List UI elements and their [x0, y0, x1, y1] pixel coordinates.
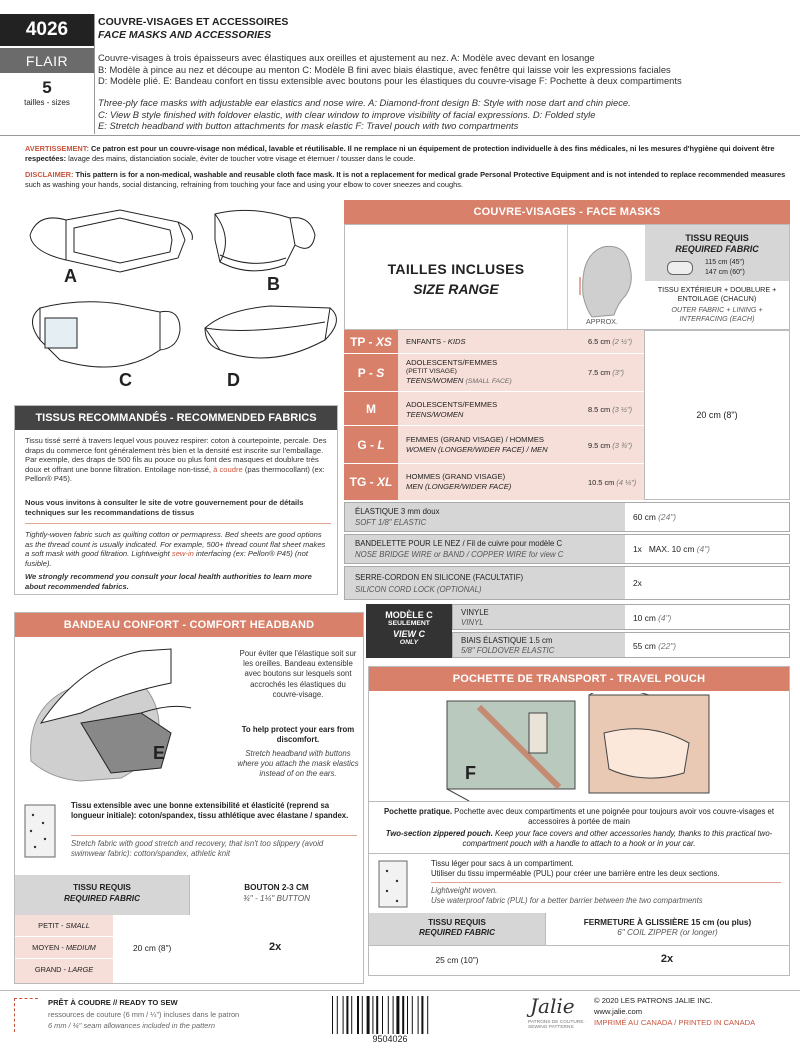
mask-illustrations: [20, 200, 350, 400]
pouch-fabric-en-2: Use waterproof fabric (PUL) for a better barrier between the two compartments: [431, 896, 703, 905]
pattern-number: 4026: [25, 19, 69, 40]
header-bottom-line: [0, 135, 800, 136]
title-fr: COUVRE-VISAGES ET ACCESSOIRES: [98, 16, 289, 28]
description-fr: [98, 52, 798, 87]
cut-info-en: OUTER FABRIC + LINING + INTERFACING (EACH): [671, 305, 763, 323]
notion-qty-cm: 60 cm: [633, 512, 656, 522]
fabrics-text-en: [25, 530, 331, 568]
size-desc-fr: ADOLESCENTS/FEMMES: [406, 358, 498, 367]
collection-name: FLAIR: [25, 52, 69, 69]
pouch-divider-2: [369, 853, 789, 854]
disclaimer-label: DISCLAIMER:: [25, 170, 74, 179]
barcode-bar: [367, 996, 370, 1034]
disclaimer-bold: This pattern is for a non-medical, washable and reusable cloth face mask. It is not a replacement for medical grade Personal Protective Equipment and is not intended to replace recommended measures: [75, 170, 786, 179]
pouch-fabric-fr-2: Utiliser du tissu imperméable (PUL) pour créer une barrière entre les deux sections.: [431, 869, 720, 878]
pouch-drawing: [439, 693, 739, 801]
warning-rest: lavage des mains, distanciation sociale, éviter de toucher votre visage et éternuer / tousser dans le coude.: [68, 154, 416, 163]
pouch-table: [369, 913, 789, 975]
size-code-en: S: [376, 366, 385, 380]
view-c-fr: MODÈLE C: [385, 610, 433, 620]
size-code-fr: TP: [350, 335, 366, 349]
pouch-req-en: REQUIRED FABRIC: [419, 928, 495, 937]
fabrics-text-en-2: We strongly recommend you consult your local health authorities to learn more about recommended fabrics.: [25, 572, 312, 591]
size-code-en: XL: [377, 475, 393, 489]
size-desc-en-2: (SMALL FACE): [465, 378, 512, 385]
pouch-text-en: [379, 829, 779, 849]
desc-fr-line: D: Modèle plié. E: Bandeau confort en tissu extensible avec boutons pour les élastiques du couvre-visage F: Pochette à deux compartiments: [98, 75, 682, 86]
barcode-bar: [376, 996, 378, 1034]
size-desc-en: KIDS: [447, 337, 466, 346]
headband-req-fr: TISSU REQUIS: [73, 883, 131, 892]
headband-amount: 20 cm (8"): [133, 943, 172, 953]
barcode-bar: [402, 996, 404, 1034]
printed-in: IMPRIMÉ AU CANADA / PRINTED IN CANADA: [594, 1018, 756, 1027]
warning-label: AVERTISSEMENT:: [25, 144, 89, 153]
brand-sub: PATRONS DE COUTURE · SEWING PATTERNS: [528, 1020, 587, 1030]
view-label-b: B: [267, 274, 280, 294]
size-desc-en: MEN (LONGER/WIDER FACE): [406, 482, 512, 491]
barcode-number: 9504026: [372, 1034, 408, 1044]
notion-en: SILICON CORD LOCK (OPTIONAL): [355, 585, 482, 594]
mask-d-drawing: [205, 306, 336, 358]
view-c-qty-cm: 55 cm: [633, 641, 656, 651]
size-code-en: L: [377, 438, 385, 452]
size-desc: [406, 472, 511, 492]
fabric-amount-cell: [644, 330, 790, 500]
pouch-req-fr: TISSU REQUIS: [428, 918, 486, 927]
fabrics-section: [14, 405, 338, 595]
footer: [0, 990, 800, 1053]
measure-cm: 8.5 cm: [588, 405, 611, 414]
size-measure: [588, 337, 632, 346]
size-row: [344, 392, 644, 426]
view-c-only-fr: SEULEMENT: [388, 620, 430, 627]
notion-row: [344, 534, 790, 564]
notion-row: [344, 566, 790, 600]
pouch-section: [368, 666, 790, 976]
notion-qty-in: (4"): [696, 544, 710, 554]
pouch-fabric-header: [369, 913, 545, 945]
barcode-bar: [418, 996, 419, 1034]
barcode-bar: [421, 996, 423, 1034]
notion-qty: [633, 544, 710, 554]
headband-section: [14, 612, 364, 984]
pouch-divider: [369, 801, 789, 802]
notion-qty: [633, 578, 642, 588]
size-desc: [406, 400, 497, 420]
pouch-amount: 25 cm (10"): [435, 955, 479, 965]
size-desc: [406, 358, 512, 386]
headband-title-bar: [15, 613, 363, 637]
notion-en: SOFT 1/8" ELASTIC: [355, 518, 427, 527]
fabrics-fr-highlight: à coudre: [213, 464, 243, 474]
pouch-fr-text: Pochette avec deux compartiments et une poignée pour toujours avoir vos couvre-visages et accessoires à portée de main: [454, 807, 775, 826]
measure-in: (3"): [612, 368, 624, 377]
ready-en: READY TO SEW: [119, 998, 178, 1007]
size-desc-en: TEENS/WOMEN: [406, 410, 464, 419]
size-code-fr: TG: [349, 475, 367, 489]
barcode-bar: [427, 996, 428, 1034]
req-fabric-fr: TISSU REQUIS: [685, 233, 749, 243]
size-range-en: SIZE RANGE: [413, 281, 499, 297]
pouch-fabric-fr-1: Tissu léger pour sacs à un compartiment.: [431, 859, 574, 868]
pouch-title-bar: [369, 667, 789, 691]
view-c-item-fr: BIAIS ÉLASTIQUE 1.5 cm: [461, 636, 553, 645]
warning-fr: [25, 144, 795, 164]
measure-cm: 7.5 cm: [588, 368, 611, 377]
description-en: [98, 97, 798, 132]
headband-qty: 2x: [269, 941, 282, 953]
header-divider: [94, 14, 95, 134]
notion-row: [344, 502, 790, 532]
measure-in: (3 ¾"): [612, 441, 633, 450]
size-desc-fr: FEMMES (GRAND VISAGE) / HOMMES: [406, 435, 544, 444]
fabrics-text-fr-2: Nous vous invitons à consulter le site de votre gouvernement pour de détails techniques sur les recommandations de tissus: [25, 498, 304, 517]
pouch-row-divider: [369, 945, 789, 946]
barcode-bar: [343, 996, 344, 1034]
barcode-bar: [346, 996, 348, 1034]
headband-size-row: GRAND - LARGE: [34, 965, 94, 974]
size-desc-fr: ADOLESCENTS/FEMMES: [406, 400, 498, 409]
measure-cm: 6.5 cm: [588, 337, 611, 346]
fabrics-fr-text-end: (pas thermocollant) (ex: Pellon® P45).: [25, 464, 325, 484]
footer-top-line: [0, 990, 800, 991]
page-title: [98, 16, 798, 41]
size-range-title: [345, 261, 567, 297]
view-c-row: [452, 632, 790, 658]
pouch-zip-en: 6" COIL ZIPPER (or longer): [617, 928, 718, 937]
header: [0, 0, 800, 136]
pouch-text-fr: [379, 807, 779, 827]
disclaimer-en: [25, 170, 795, 190]
size-row: [344, 354, 644, 392]
face-masks-title: COUVRE-VISAGES - FACE MASKS: [473, 206, 661, 218]
measure-in: (3 ½"): [612, 405, 633, 414]
website: www.jalie.com: [594, 1007, 643, 1016]
fabric-width-2: 147 cm (60"): [705, 269, 745, 276]
pouch-fabric-divider: [431, 882, 781, 883]
size-row: [344, 330, 644, 354]
head-profile: [567, 225, 645, 329]
headband-illustration: [21, 643, 221, 783]
barcode-bar: [351, 996, 352, 1034]
barcode: [330, 996, 450, 1034]
size-measure: [588, 478, 636, 487]
headband-text-en: Stretch headband with buttons where you attach the mask elastics instead of on the ears.: [237, 749, 359, 779]
pouch-fabric-fr: [431, 859, 781, 879]
size-code: P - S: [357, 366, 385, 380]
size-row: [344, 464, 644, 500]
sizes-box: [0, 78, 94, 118]
fabrics-en-text: Tightly-woven fabric such as quilting cotton or permapress. Bed sheets are good options as the thread count is usually indicated. For example, 500+ thread count flat sheet makes a soft mask with good filtration. Lightweight: [25, 530, 326, 559]
size-measure: [588, 441, 632, 450]
measure-cm: 10.5 cm: [588, 478, 615, 487]
barcode-bar: [337, 996, 338, 1034]
fabric-width-1: 115 cm (45"): [705, 259, 745, 266]
notion-label-bg: [345, 567, 625, 599]
headband-size-fr: GRAND: [34, 965, 62, 974]
barcode-bar: [407, 996, 408, 1034]
headband-req-en: REQUIRED FABRIC: [64, 894, 140, 903]
face-masks-title-bar: [344, 200, 790, 224]
desc-en-line: C: View B style finished with foldover elastic, with clear window to improve visibility of facial expressions. D: Folded style: [98, 108, 596, 120]
view-c-qty-in: (22"): [658, 641, 677, 651]
size-desc-fr: HOMMES (GRAND VISAGE): [406, 472, 506, 481]
size-code: TP - XS: [350, 335, 392, 349]
view-label-d: D: [227, 370, 240, 390]
warning-bold: Ce patron est pour un couvre-visage non médical, lavable et réutilisable. Il ne remplace ni un équipement de protection individuelle à des fins médicales, ni les mesures d'hygiène qui doivent être respectées:: [25, 144, 775, 163]
fabrics-en-text-end: interfacing (ex: Pellon® P45) (not fusible).: [25, 549, 308, 568]
size-desc: [406, 435, 548, 455]
headband-size-fr: MOYEN: [32, 943, 60, 952]
view-c-item-en: 5/8" FOLDOVER ELASTIC: [461, 646, 555, 655]
view-label-e: E: [153, 743, 166, 763]
pouch-zip-fr: FERMETURE À GLISSIÈRE 15 cm (ou plus): [583, 918, 752, 927]
title-en: FACE MASKS AND ACCESSORIES: [98, 29, 272, 41]
ready-fr: PRÊT À COUDRE: [48, 998, 111, 1007]
pouch-fabric-en: [431, 886, 781, 906]
headband-fabric-divider: [71, 835, 357, 836]
view-c-label-box: [366, 604, 452, 658]
barcode-bar: [332, 996, 333, 1034]
seam-allowance-icon: [14, 998, 38, 1032]
fabrics-fr-text: Tissu tissé serré à travers lequel vous pouvez respirer: coton à courtepointe, percale. Des draps du commerce font généralement très bien et la densité est inscrite sur l'emballage. Par exemple, des draps de 500 fils au pouce ou plus font des masques et doublure très doux et offrant une bonne filtration. Entoilage non-tissé,: [25, 436, 327, 474]
pouch-qty: 2x: [660, 953, 674, 965]
size-code: TG - XL: [349, 475, 393, 489]
brand-logo: Jalie: [530, 994, 575, 1018]
notion-fr: ÉLASTIQUE 3 mm doux: [355, 507, 440, 516]
mask-c-drawing: [33, 302, 181, 367]
headband-fabric-en: Stretch fabric with good stretch and recovery, that isn't too slippery (avoid swimwear fabric): cotton/spandex, athletic knit: [71, 839, 324, 858]
headband-button-header: [189, 875, 363, 915]
footer-sa-fr: ressources de couture (6 mm / ¼") incluses dans le patron: [48, 1010, 240, 1019]
notion-fr: BANDELETTE POUR LE NEZ / Fil de cuivre pour modèle C: [355, 539, 563, 548]
barcode-bar: [382, 996, 383, 1034]
size-code: G - L: [357, 438, 385, 452]
size-code-fr: P: [357, 366, 366, 380]
headband-button-fr: BOUTON 2-3 CM: [244, 883, 309, 892]
fabrics-en-highlight: sew-in: [171, 549, 194, 559]
headband-size-row: PETIT - SMALL: [15, 915, 113, 937]
mask-drawings: [20, 200, 350, 400]
measure-in: (2 ½"): [612, 337, 633, 346]
size-range-fr: TAILLES INCLUSES: [387, 261, 525, 277]
pouch-title: POCHETTE DE TRANSPORT - TRAVEL POUCH: [452, 673, 706, 685]
headband-drawing: [21, 643, 221, 783]
notion-fr: SERRE-CORDON EN SILICONE (FACULTATIF): [355, 573, 524, 582]
barcode-bar: [362, 996, 363, 1034]
headband-size-row: MOYEN - MEDIUM: [15, 937, 113, 959]
head-profile-icon: [568, 225, 646, 329]
desc-en-line: Three-ply face masks with adjustable ear elastics and nose wire. A: Diamond-front design B: Style with nose dart and chin piece.: [98, 97, 631, 108]
view-label-a: A: [64, 266, 77, 286]
size-measure: [588, 405, 632, 414]
headband-size-fr: PETIT: [38, 921, 59, 930]
face-masks-section: [344, 200, 790, 660]
notion-qty-cm: 1x MAX. 10 cm: [633, 544, 695, 554]
headband-table: [15, 875, 363, 983]
size-desc-fr: ENFANTS: [406, 337, 442, 346]
req-fabric-en: REQUIRED FABRIC: [675, 244, 759, 254]
fabrics-text-fr: [25, 436, 331, 484]
view-c-row: [452, 604, 790, 630]
fabric-roll-icon: [21, 801, 61, 861]
desc-en-line: E: Stretch headband with button attachments for mask elastic F: Travel pouch with two compartments: [98, 120, 519, 131]
size-desc-fr-2: (PETIT VISAGE): [406, 368, 457, 375]
mask-b-drawing: [215, 210, 315, 271]
size-code-fr: G: [357, 438, 367, 452]
view-label-c: C: [119, 370, 132, 390]
headband-size-en: LARGE: [68, 965, 94, 974]
headband-fabric-header: [15, 875, 189, 915]
mask-a-drawing: [30, 210, 192, 272]
headband-size-en: MEDIUM: [65, 943, 96, 952]
barcode-bar: [372, 996, 373, 1034]
notion-qty-in: (24"): [658, 512, 677, 522]
view-c-item-en: VINYL: [461, 618, 484, 627]
barcode-bar: [393, 996, 394, 1034]
view-label-f: F: [465, 763, 476, 783]
size-code-fr: M: [366, 402, 376, 416]
collection-box: [0, 48, 94, 73]
view-c-item-qty: [633, 613, 671, 623]
pattern-number-box: [0, 14, 94, 46]
size-desc-en: TEENS/WOMEN: [406, 376, 464, 385]
size-desc: ENFANTS - KIDS: [406, 337, 466, 346]
fabrics-title: TISSUS RECOMMANDÉS - RECOMMENDED FABRICS: [35, 412, 317, 424]
headband-text-fr-2: To help protect your ears from discomfort.: [241, 725, 355, 745]
view-c-table: [366, 604, 790, 658]
pouch-en-bold: Two-section zippered pouch.: [385, 829, 493, 838]
view-c-item-fr: VINYLE: [461, 608, 489, 617]
notion-en: NOSE BRIDGE WIRE or BAND / COPPER WIRE for view C: [355, 550, 564, 559]
notion-qty: [633, 512, 676, 522]
fabric-roll-icon: [375, 857, 415, 911]
headband-fabric-fr: Tissu extensible avec une bonne extensibilité et élasticité (reprend sa longueur initiale): coton/spandex, tissu athlétique avec élastane / spandex.: [71, 801, 349, 820]
disclaimer-rest: such as washing your hands, social distancing, refraining from touching your face and using your elbow to cover sneezes and coughs.: [25, 180, 463, 189]
pouch-en-text: Keep your face covers and other accessories handy, thanks to this practical two-compartment pouch with a handle to attach to a hook or in your car.: [462, 829, 773, 848]
required-fabric-header: [645, 225, 789, 329]
headband-button-en: ¾" - 1¼" BUTTON: [242, 894, 311, 903]
notions-table: [344, 502, 790, 600]
pouch-zip-header: [545, 913, 789, 945]
footer-ready: PRÊT À COUDRE // READY TO SEW: [48, 998, 178, 1007]
measure-cm: 9.5 cm: [588, 441, 611, 450]
barcode-bar: [412, 996, 413, 1034]
headband-fabric-roll: [21, 801, 61, 861]
notion-qty-value: 2x: [633, 578, 642, 588]
fabric-roll-icon: [667, 261, 693, 275]
cut-info-fr: TISSU EXTÉRIEUR + DOUBLURE + ENTOILAGE (CHACUN): [657, 285, 777, 303]
size-desc-en: WOMEN (LONGER/WIDER FACE) / MEN: [406, 445, 548, 454]
barcode-bar: [357, 996, 359, 1034]
size-code: [344, 402, 398, 416]
view-c-qty-cm: 10 cm: [633, 613, 656, 623]
pouch-illustration: [439, 693, 739, 801]
sizes-table: [344, 330, 790, 500]
barcode-bar: [388, 996, 389, 1034]
headband-text-fr: Pour éviter que l'élastique soit sur les oreilles. Bandeau extensible avec boutons sur lesquels sont accrochés les élastiques du couvre-visage.: [239, 649, 357, 699]
copyright: © 2020 LES PATRONS JALIE INC.: [594, 996, 713, 1005]
pouch-fabric-en-1: Lightweight woven.: [431, 886, 498, 895]
headband-title: BANDEAU CONFORT - COMFORT HEADBAND: [63, 619, 315, 631]
fabric-amount: 20 cm (8"): [696, 410, 738, 420]
size-range-header: [344, 224, 790, 330]
fabrics-divider: [25, 523, 331, 524]
sizes-label: tailles - sizes: [24, 98, 70, 107]
desc-fr-line: B: Modèle à pince au nez et découpe au menton C: Modèle B fini avec biais élastique, avec fenêtre qui laisse voir les expressions faciales: [98, 63, 671, 75]
size-measure: [588, 368, 624, 377]
size-code-en: XS: [375, 335, 392, 349]
barcode-graphic: [330, 996, 450, 1034]
sizes-count: 5: [42, 78, 52, 97]
approx-label: APPROX.: [586, 317, 618, 326]
size-row: [344, 426, 644, 464]
view-c-item-qty: [633, 641, 676, 651]
desc-fr-line: Couvre-visages à trois épaisseurs avec élastiques aux oreilles et ajustement au nez. A: Modèle avec devant en losange: [98, 52, 595, 63]
view-c-only-en: ONLY: [399, 639, 419, 646]
barcode-bar: [396, 996, 399, 1034]
pouch-fr-bold: Pochette pratique.: [383, 807, 452, 816]
view-c-qty-in: (4"): [658, 613, 672, 623]
footer-sa-en: 6 mm / ¼" seam allowances included in the pattern: [48, 1021, 215, 1030]
measure-in: (4 ¼"): [616, 478, 637, 487]
fabrics-title-bar: [15, 406, 337, 430]
headband-size-en: SMALL: [65, 921, 90, 930]
pouch-fabric-roll: [375, 857, 415, 911]
view-c-en: VIEW C: [392, 629, 425, 639]
